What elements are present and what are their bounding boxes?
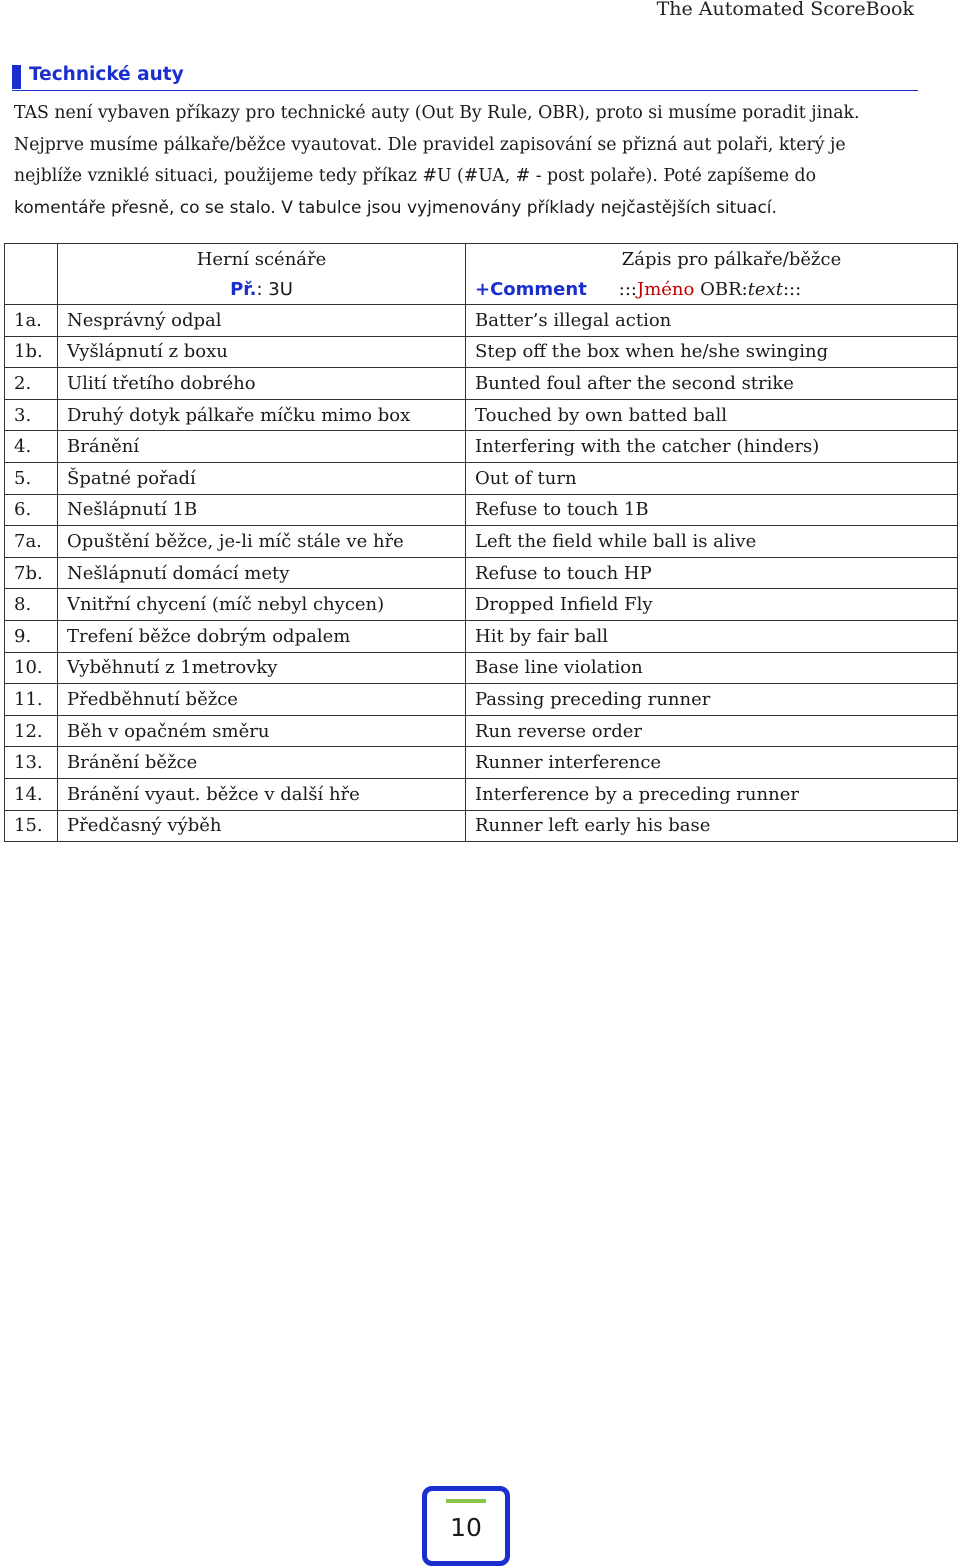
row-number: 12.	[5, 715, 58, 747]
subheader-empty-cell	[5, 274, 58, 305]
row-number: 1b.	[5, 336, 58, 368]
scenario-cell: Nešlápnutí 1B	[58, 494, 466, 526]
example-cell	[58, 274, 466, 305]
row-number: 15.	[5, 810, 58, 842]
command-cell	[466, 274, 958, 305]
paragraph-line-4: komentáře přesně, co se stalo. V tabulce jsou vyjmenovány příklady nejčastějších situací.	[14, 197, 777, 218]
row-number: 2.	[5, 368, 58, 400]
intro-paragraph	[14, 98, 917, 224]
record-cell: Batter’s illegal action	[466, 305, 958, 337]
table-row	[5, 399, 958, 431]
table-row	[5, 431, 958, 463]
scenario-cell: Špatné pořadí	[58, 462, 466, 494]
paragraph-line-2: Nejprve musíme pálkaře/běžce vyautovat. Dle pravidel zapisování se přizná aut polaři, který je	[14, 134, 846, 155]
row-number: 5.	[5, 462, 58, 494]
section-title: Technické auty	[29, 64, 184, 85]
example-label: Př.	[230, 278, 257, 300]
table-row	[5, 589, 958, 621]
table-row	[5, 620, 958, 652]
format-prefix: :::	[618, 278, 637, 300]
scenario-cell: Bránění běžce	[58, 747, 466, 779]
record-cell: Runner interference	[466, 747, 958, 779]
header-empty-cell	[5, 244, 58, 275]
table-row	[5, 747, 958, 779]
row-number: 8.	[5, 589, 58, 621]
scenario-cell: Bránění vyaut. běžce v další hře	[58, 778, 466, 810]
page-number-box	[422, 1486, 510, 1566]
record-cell: Dropped Infield Fly	[466, 589, 958, 621]
table-row	[5, 652, 958, 684]
page-accent-bar	[446, 1499, 486, 1503]
format-suffix: :::	[782, 278, 802, 300]
table-row	[5, 305, 958, 337]
record-cell: Passing preceding runner	[466, 684, 958, 716]
row-number: 9.	[5, 620, 58, 652]
scenario-cell: Ulití třetího dobrého	[58, 368, 466, 400]
paragraph-line-3: nejblíže vzniklé situaci, použijeme tedy příkaz #U (#UA, # - post polaře). Poté zapíšeme do	[14, 166, 817, 186]
row-number: 13.	[5, 747, 58, 779]
record-cell: Refuse to touch HP	[466, 557, 958, 589]
record-cell: Touched by own batted ball	[466, 399, 958, 431]
section-heading	[12, 62, 918, 91]
scenario-cell: Nešlápnutí domácí mety	[58, 557, 466, 589]
scenario-cell: Bránění	[58, 431, 466, 463]
row-number: 10.	[5, 652, 58, 684]
scenario-cell: Trefení běžce dobrým odpalem	[58, 620, 466, 652]
row-number: 7b.	[5, 557, 58, 589]
table-row	[5, 336, 958, 368]
scenario-cell: Předčasný výběh	[58, 810, 466, 842]
table-row	[5, 715, 958, 747]
heading-marker	[12, 65, 21, 89]
row-number: 11.	[5, 684, 58, 716]
table-row	[5, 494, 958, 526]
row-number: 1a.	[5, 305, 58, 337]
row-number: 14.	[5, 778, 58, 810]
record-cell: Interference by a preceding runner	[466, 778, 958, 810]
row-number: 3.	[5, 399, 58, 431]
record-cell: Run reverse order	[466, 715, 958, 747]
page-number: 10	[450, 1513, 482, 1542]
comment-command: +Comment	[475, 278, 587, 300]
record-cell: Hit by fair ball	[466, 620, 958, 652]
scenario-cell: Vnitřní chycení (míč nebyl chycen)	[58, 589, 466, 621]
scenario-cell: Vyběhnutí z 1metrovky	[58, 652, 466, 684]
table-row	[5, 778, 958, 810]
record-cell: Bunted foul after the second strike	[466, 368, 958, 400]
scenario-table	[4, 243, 958, 842]
format-obr: OBR:	[694, 278, 748, 300]
record-cell: Out of turn	[466, 462, 958, 494]
row-number: 6.	[5, 494, 58, 526]
table-row	[5, 810, 958, 842]
table-row	[5, 557, 958, 589]
table-header-row	[5, 244, 958, 275]
example-value: : 3U	[256, 278, 293, 300]
scenario-cell: Vyšlápnutí z boxu	[58, 336, 466, 368]
record-cell: Runner left early his base	[466, 810, 958, 842]
scenario-cell: Nesprávný odpal	[58, 305, 466, 337]
record-cell: Base line violation	[466, 652, 958, 684]
record-cell: Interfering with the catcher (hinders)	[466, 431, 958, 463]
row-number: 7a.	[5, 526, 58, 558]
scenario-cell: Předběhnutí běžce	[58, 684, 466, 716]
paragraph-line-1: TAS není vybaven příkazy pro technické auty (Out By Rule, OBR), proto si musíme poradit jinak.	[14, 103, 860, 123]
scenario-cell: Druhý dotyk pálkaře míčku mimo box	[58, 399, 466, 431]
scenario-cell: Opuštění běžce, je-li míč stále ve hře	[58, 526, 466, 558]
format-text: text	[747, 278, 783, 300]
record-cell: Step off the box when he/she swinging	[466, 336, 958, 368]
row-number: 4.	[5, 431, 58, 463]
table-row	[5, 526, 958, 558]
table-row	[5, 462, 958, 494]
scenario-cell: Běh v opačném směru	[58, 715, 466, 747]
running-header: The Automated ScoreBook	[656, 0, 914, 20]
table-row	[5, 684, 958, 716]
format-name: Jméno	[637, 278, 695, 300]
record-cell: Left the field while ball is alive	[466, 526, 958, 558]
scenario-column-header: Herní scénáře	[58, 244, 466, 275]
table-row	[5, 368, 958, 400]
record-column-header: Zápis pro pálkaře/běžce	[466, 244, 958, 275]
table-subheader-row	[5, 274, 958, 305]
record-cell: Refuse to touch 1B	[466, 494, 958, 526]
